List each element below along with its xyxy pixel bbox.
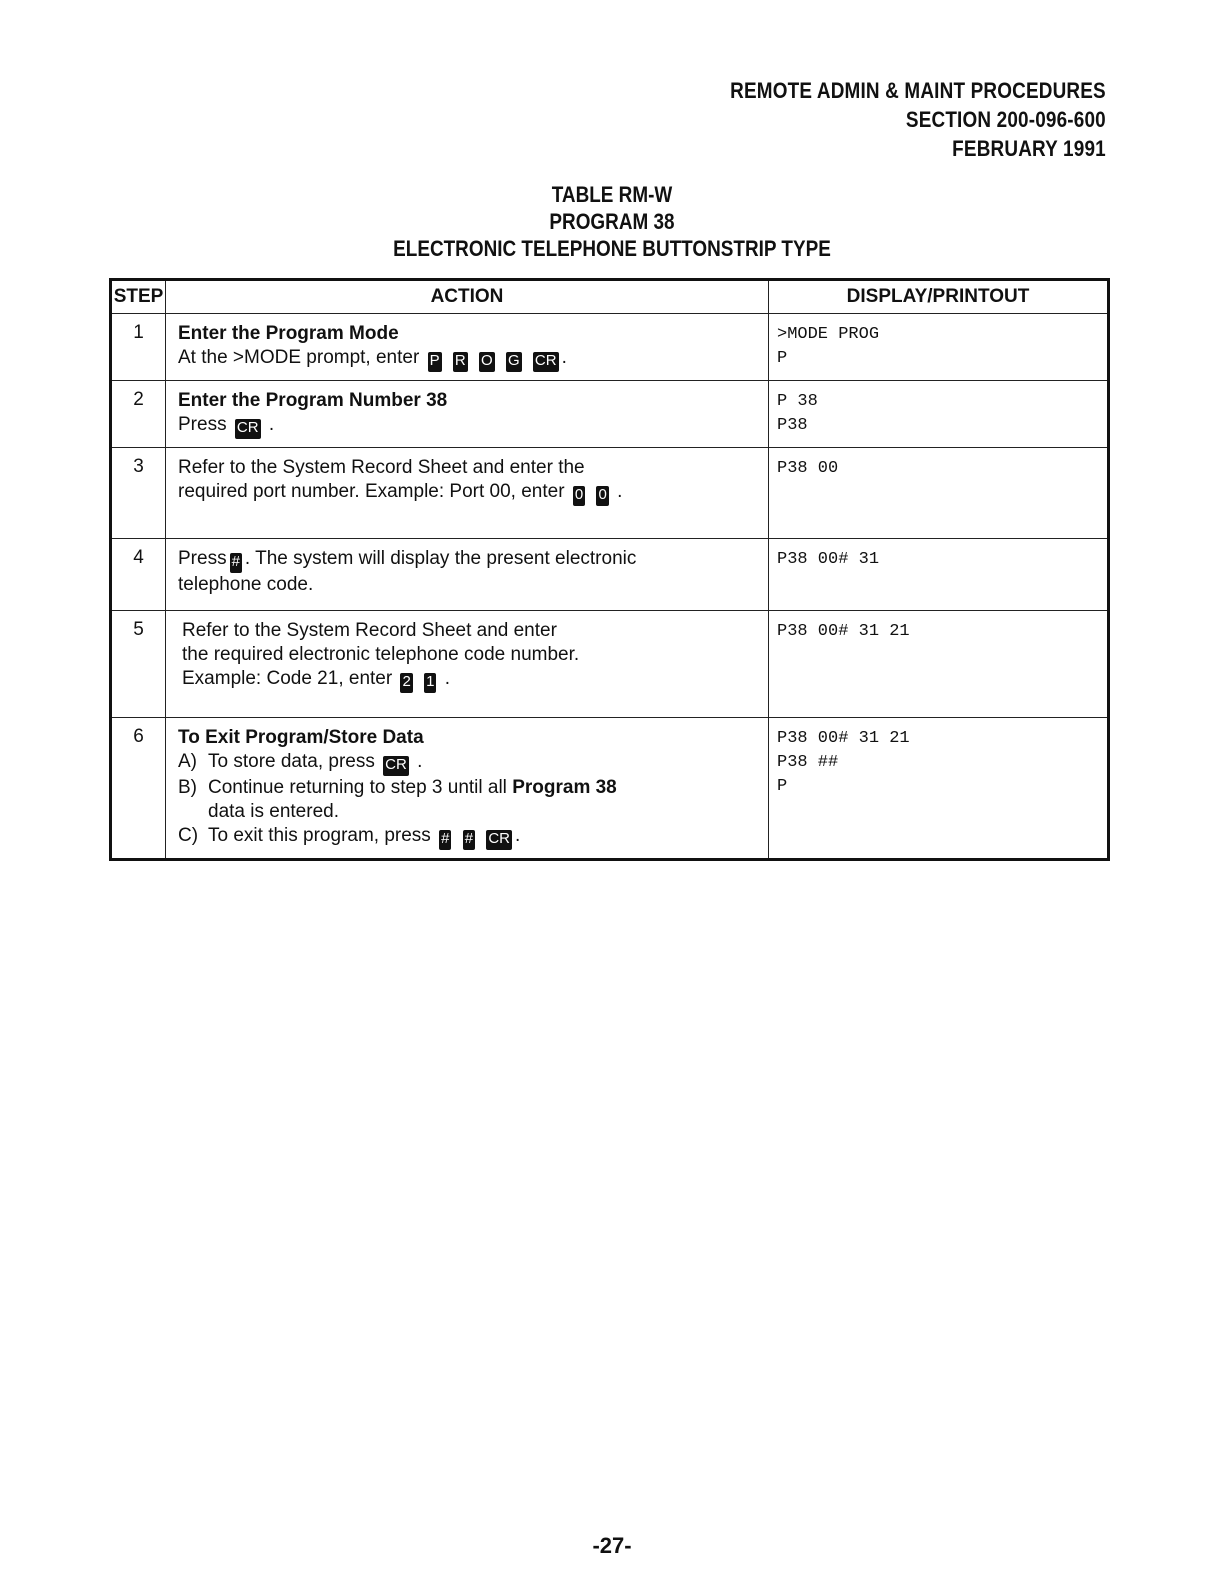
sub-step-c: C) To exit this program, press # # CR . (178, 824, 756, 850)
step-number: 5 (111, 611, 166, 718)
key-cr: CR (533, 352, 559, 372)
key-cr: CR (486, 830, 512, 850)
header-title: REMOTE ADMIN & MAINT PROCEDURES (730, 78, 1106, 103)
action-text: Refer to the System Record Sheet and enter the (178, 457, 585, 478)
table-id: TABLE RM-W (551, 182, 673, 207)
sub-step-b: B) Continue returning to step 3 until all Program 38 data is entered. (178, 777, 617, 822)
display-header: DISPLAY/PRINTOUT (769, 280, 1109, 314)
header-date: FEBRUARY 1991 (952, 136, 1106, 161)
action-text: the required electronic telephone code number. (182, 644, 580, 665)
action-cell (166, 611, 769, 718)
step-number: 1 (111, 314, 166, 381)
display-line: P38 00# 31 21 (777, 622, 910, 641)
action-cell (166, 539, 769, 611)
action-header: ACTION (166, 280, 769, 314)
step-number: 6 (111, 718, 166, 860)
page-number: -27- (592, 1533, 632, 1558)
key-p: P (428, 352, 442, 372)
action-text: required port number. Example: Port 00, enter 0 0 . (178, 480, 756, 506)
table-row (111, 539, 1109, 611)
key-r: R (453, 352, 468, 372)
step-header: STEP (111, 280, 166, 314)
action-text: Press CR . (178, 413, 756, 439)
step-heading: Enter the Program Mode (178, 323, 399, 344)
table-row (111, 448, 1109, 539)
step-number: 4 (111, 539, 166, 611)
key-cr: CR (235, 419, 261, 439)
display-line: >MODE PROG (777, 325, 880, 344)
action-cell (166, 718, 769, 860)
sub-step-a: A) To store data, press CR . (178, 750, 756, 776)
display-cell (769, 611, 1109, 718)
key-g: G (506, 352, 522, 372)
table-row (111, 611, 1109, 718)
action-text: Example: Code 21, enter 2 1 . (182, 667, 756, 693)
display-cell (769, 448, 1109, 539)
display-line: P38 ## (777, 753, 839, 772)
document-header (730, 76, 1106, 163)
action-text: Refer to the System Record Sheet and enter (182, 620, 557, 641)
table-header-row (111, 280, 1109, 314)
display-line: P (777, 349, 788, 368)
action-text: Press # . The system will display the present electronic (178, 547, 756, 573)
key-hash: # (439, 830, 451, 850)
action-cell (166, 448, 769, 539)
step-heading: To Exit Program/Store Data (178, 727, 424, 748)
header-section: SECTION 200-096-600 (906, 107, 1106, 132)
procedure-table (109, 278, 1110, 861)
key-hash: # (463, 830, 475, 850)
display-line: P 38 (777, 392, 818, 411)
program-number: PROGRAM 38 (549, 209, 675, 234)
step-number: 2 (111, 381, 166, 448)
step-heading: Enter the Program Number 38 (178, 390, 448, 411)
action-text: At the >MODE prompt, enter P R O G CR . (178, 346, 756, 372)
table-row (111, 314, 1109, 381)
key-0: 0 (596, 486, 608, 506)
key-hash: # (230, 553, 242, 573)
display-line: P (777, 777, 788, 796)
key-2: 2 (400, 673, 412, 693)
display-cell (769, 314, 1109, 381)
key-0: 0 (573, 486, 585, 506)
display-cell (769, 539, 1109, 611)
key-cr: CR (383, 756, 409, 776)
action-cell (166, 314, 769, 381)
key-1: 1 (424, 673, 436, 693)
table-name: ELECTRONIC TELEPHONE BUTTONSTRIP TYPE (393, 236, 831, 261)
display-line: P38 00 (777, 459, 839, 478)
table-title (0, 181, 1224, 262)
display-line: P38 00# 31 21 (777, 729, 910, 748)
action-cell (166, 381, 769, 448)
display-cell (769, 381, 1109, 448)
key-o: O (479, 352, 495, 372)
action-text: telephone code. (178, 574, 314, 595)
table-row (111, 381, 1109, 448)
display-line: P38 (777, 416, 808, 435)
step-number: 3 (111, 448, 166, 539)
display-cell (769, 718, 1109, 860)
display-line: P38 00# 31 (777, 550, 880, 569)
table-row (111, 718, 1109, 860)
